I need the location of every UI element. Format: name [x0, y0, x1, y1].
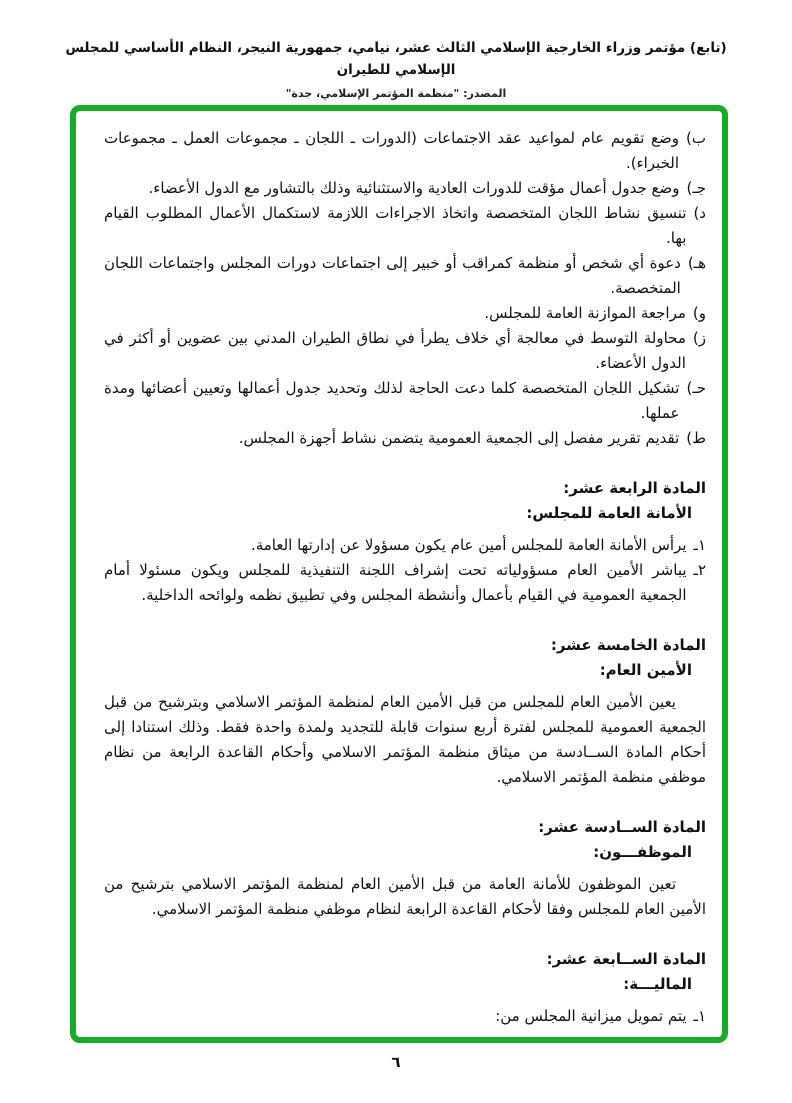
list-item-marker: و)	[692, 304, 706, 322]
section-article-14	[104, 476, 706, 608]
list-item-text: محاولة التوسط في معالجة أي خلاف يطرأ في نطاق الطيران المدني بين عضوين أو أكثر في الدول الأعضاء.	[104, 329, 686, 372]
list-item	[104, 301, 706, 326]
list-item-marker: ط)	[686, 429, 706, 447]
list-item-marker: جـ)	[686, 179, 706, 197]
numbered-item-text: يباشر الأمين العام مسؤولياته تحت إشراف اللجنة التنفيذية للمجلس ويكون مسئولا أمام الجمعية العمومية في القيام بأعمال وأنشطة المجلس وفي تطبيق نظمه ولوائحه الداخلية.	[104, 561, 687, 604]
list-item-marker: ز)	[692, 329, 706, 347]
list-item	[104, 201, 706, 251]
numbered-item	[104, 558, 706, 608]
document-title: (تابع) مؤتمر وزراء الخارجية الإسلامي الثالث عشر، نيامي، جمهورية النيجر، النظام الأساسي للمجلس الإسلامي للطيران	[65, 40, 727, 78]
numbered-item-text: يرأس الأمانة العامة للمجلس أمين عام يكون مسؤولا عن إدارتها العامة.	[250, 536, 687, 554]
document-body	[76, 111, 722, 1037]
list-item	[104, 376, 706, 426]
article-title: المادة الســادسة عشر:	[538, 818, 706, 836]
list-item-marker: حـ)	[686, 379, 706, 397]
article-paragraph: يعين الأمين العام للمجلس من قبل الأمين العام لمنظمة المؤتمر الاسلامي وبترشيح من قبل الجمعية العمومية للمجلس لفترة أربع سنوات قابلة للتجديد ولمدة واحدة فقط. وذلك استنادا إلى أحكام المادة الســادسة من ميثاق منظمة المؤتمر الاسلامي وأحكام القاعدة الرابعة من نظام موظفي منظمة المؤتمر الاسلامي.	[104, 693, 706, 786]
section-article-15	[104, 633, 706, 790]
article-title: المادة الســابعة عشر:	[546, 950, 706, 968]
section-article-16	[104, 815, 706, 922]
numbered-item-marker: ١ـ	[693, 536, 706, 554]
list-item-text: وضع تقويم عام لمواعيد عقد الاجتماعات (الدورات ـ اللجان ـ مجموعات العمل ـ مجموعات الخبراء).	[104, 129, 680, 172]
list-item-text: تقديم تقرير مفصل إلى الجمعية العمومية يتضمن نشاط أجهزة المجلس.	[238, 429, 680, 447]
numbered-item	[104, 1004, 706, 1029]
article-title: المادة الخامسة عشر:	[550, 636, 706, 654]
list-item	[104, 426, 706, 451]
list-item	[104, 176, 706, 201]
list-item-text: وضع جدول أعمال مؤقت للدورات العادية والاستثنائية وذلك بالتشاور مع الدول الأعضاء.	[148, 179, 680, 197]
article-paragraph: تعين الموظفون للأمانة العامة من قبل الأمين العام لمنظمة المؤتمر الاسلامي بترشيح من الأمين العام للمجلس وفقا لأحكام القاعدة الرابعة لنظام موظفي منظمة المؤتمر الاسلامي.	[104, 875, 706, 918]
list-item-text: دعوة أي شخص أو منظمة كمراقب أو خبير إلى اجتماعات دورات المجلس واجتماعات اللجان المتخصصة.	[104, 254, 681, 297]
numbered-item-marker: ١ـ	[693, 1007, 706, 1025]
list-item-marker: هـ)	[687, 254, 706, 272]
page-number: ٦	[391, 1053, 401, 1071]
list-item-marker: ب)	[686, 129, 706, 147]
article-subtitle: الأمانة العامة للمجلس:	[526, 504, 692, 522]
list-item-text: تنسيق نشاط اللجان المتخصصة واتخاذ الاجراءات اللازمة لاستكمال الأعمال المطلوب القيام بها.	[104, 204, 687, 247]
article-subtitle: الماليـــة:	[623, 975, 692, 993]
list-item-marker: د)	[693, 204, 706, 222]
numbered-item-text: يتم تمويل ميزانية المجلس من:	[495, 1007, 687, 1025]
list-item	[104, 126, 706, 176]
article-subtitle: الأمين العام:	[599, 661, 692, 679]
document-header	[60, 38, 732, 100]
section-article-17	[104, 947, 706, 1029]
numbered-item-marker: ٢ـ	[693, 561, 706, 579]
list-item-text: مراجعة الموازنة العامة للمجلس.	[484, 304, 686, 322]
highlight-frame	[70, 105, 728, 1043]
list-item	[104, 251, 706, 301]
list-item	[104, 326, 706, 376]
numbered-item	[104, 533, 706, 558]
list-item-text: تشكيل اللجان المتخصصة كلما دعت الحاجة لذلك وتحديد جدول أعمالها وتعيين أعضائها ومدة عملها.	[104, 379, 680, 422]
article-subtitle: الموظفـــون:	[593, 843, 692, 861]
document-source: المصدر: "منظمة المؤتمر الإسلامي، جدة"	[285, 87, 507, 101]
article-title: المادة الرابعة عشر:	[563, 479, 706, 497]
